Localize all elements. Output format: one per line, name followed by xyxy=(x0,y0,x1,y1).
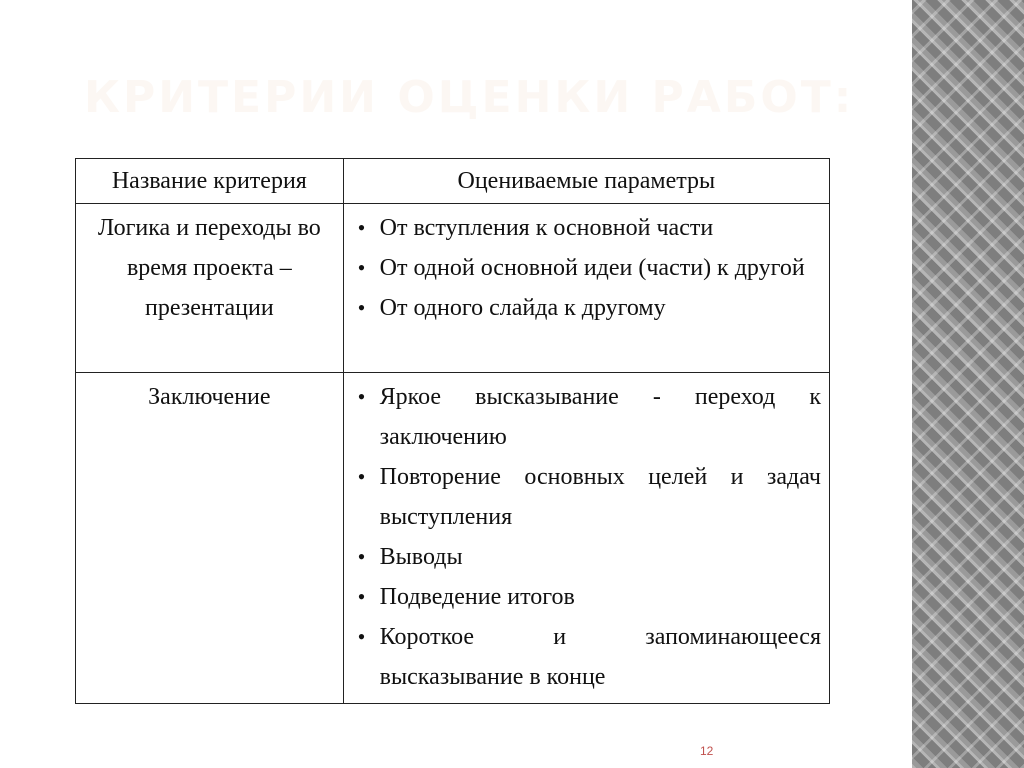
params-cell xyxy=(343,204,829,373)
slide-title: КРИТЕРИИ ОЦЕНКИ РАБОТ: xyxy=(84,72,855,123)
criteria-table xyxy=(75,158,830,704)
list-item: • От одного слайда к другому xyxy=(350,288,821,328)
decorative-pattern-strip xyxy=(912,0,1024,768)
criterion-cell: Заключение xyxy=(76,373,344,704)
list-item: • Яркое высказывание - переход к заключению xyxy=(350,377,821,457)
table-row xyxy=(76,204,830,373)
list-item: • От вступления к основной части xyxy=(350,208,821,248)
page-number: 12 xyxy=(700,744,714,758)
header-evaluated-parameters: Оцениваемые параметры xyxy=(343,159,829,204)
list-item: • Повторение основных целей и задач выступления xyxy=(350,457,821,537)
params-list xyxy=(350,208,821,328)
criterion-cell: Логика и переходы во время проекта – презентации xyxy=(76,204,344,373)
params-list xyxy=(350,377,821,697)
header-criterion-name: Название критерия xyxy=(76,159,344,204)
table-row xyxy=(76,373,830,704)
params-cell xyxy=(343,373,829,704)
list-item: • Подведение итогов xyxy=(350,577,821,617)
list-item: • Короткое и запоминающееся высказывание в конце xyxy=(350,617,821,697)
list-item: • От одной основной идеи (части) к другой xyxy=(350,248,821,288)
list-item: • Выводы xyxy=(350,537,821,577)
table-header-row xyxy=(76,159,830,204)
